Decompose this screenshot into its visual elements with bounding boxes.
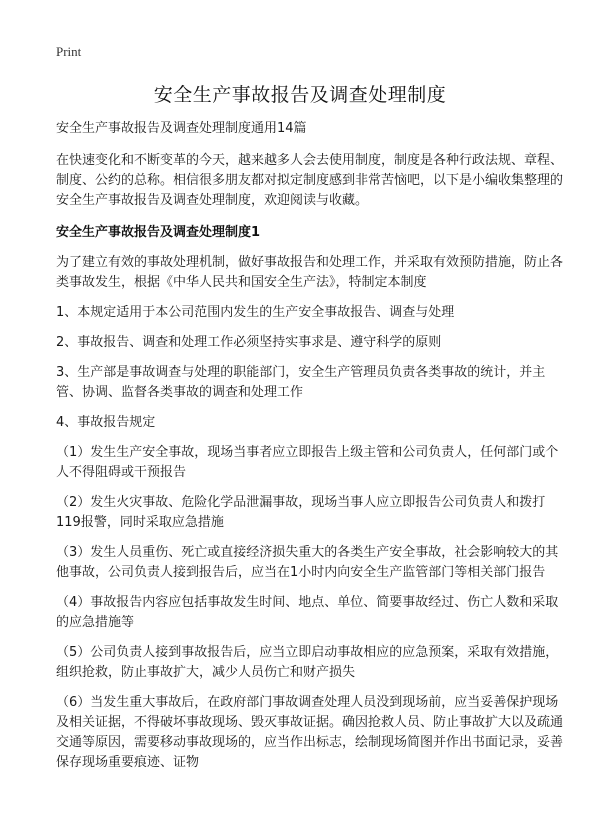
paragraph-item-2: 2、事故报告、调查和处理工作必须坚持实事求是、遵守科学的原则 <box>56 335 442 350</box>
section-heading: 安全生产事故报告及调查处理制度1 <box>56 225 261 240</box>
paragraph-item-4: 4、事故报告规定 <box>56 415 156 430</box>
paragraph-subitem-3: （3）发生人员重伤、死亡或直接经济损失重大的各类生产安全事故，社会影响较大的其他事故，公司负责人接到报告后，应当在1小时内向安全生产监管部门等相关部门报告 <box>56 545 559 580</box>
paragraph-subitem-5: （5）公司负责人接到事故报告后，应当立即启动事故相应的应急预案，采取有效措施，组织抢救，防止事故扩大，减少人员伤亡和财产损失 <box>56 645 559 680</box>
paragraph-subitem-4: （4）事故报告内容应包括事故发生时间、地点、单位、简要事故经过、伤亡人数和采取的应急措施等 <box>56 595 559 630</box>
document-title: 安全生产事故报告及调查处理制度 <box>153 84 447 106</box>
document-body <box>56 119 564 783</box>
paragraph-item-1: 1、本规定适用于本公司范围内发生的生产安全事故报告、调查与处理 <box>56 305 455 320</box>
print-label: Print <box>56 44 82 59</box>
intro-paragraph: 在快速变化和不断变革的今天，越来越多人会去使用制度，制度是各种行政法规、章程、制度、公约的总称。相信很多朋友都对拟定制度感到非常苦恼吧，以下是小编收集整理的安全生产事故报告及调查处理制度，欢迎阅读与收藏。 <box>56 153 564 208</box>
document-subtitle: 安全生产事故报告及调查处理制度通用14篇 <box>56 121 307 136</box>
paragraph-subitem-1: （1）发生生产安全事故，现场当事者应立即报告上级主管和公司负责人，任何部门或个人不得阻碍或干预报告 <box>56 445 559 480</box>
paragraph-preamble: 为了建立有效的事故处理机制，做好事故报告和处理工作，并采取有效预防措施，防止各类事故发生，根据《中华人民共和国安全生产法》，特制定本制度 <box>56 255 564 290</box>
paragraph-item-3: 3、生产部是事故调查与处理的职能部门，安全生产管理员负责各类事故的统计，并主管、协调、监督各类事故的调查和处理工作 <box>56 365 546 400</box>
paragraph-subitem-6: （6）当发生重大事故后，在政府部门事故调查处理人员没到现场前，应当妥善保护现场及相关证据，不得破坏事故现场、毁灭事故证据。确因抢救人员、防止事故扩大以及疏通交通等原因，需要移动事故现场的，应当作出标志，绘制现场简图并作出书面记录，妥善保存现场重要痕迹、证物 <box>56 695 564 770</box>
paragraph-subitem-2: （2）发生火灾事故、危险化学品泄漏事故，现场当事人应立即报告公司负责人和拨打119报警，同时采取应急措施 <box>56 495 546 530</box>
